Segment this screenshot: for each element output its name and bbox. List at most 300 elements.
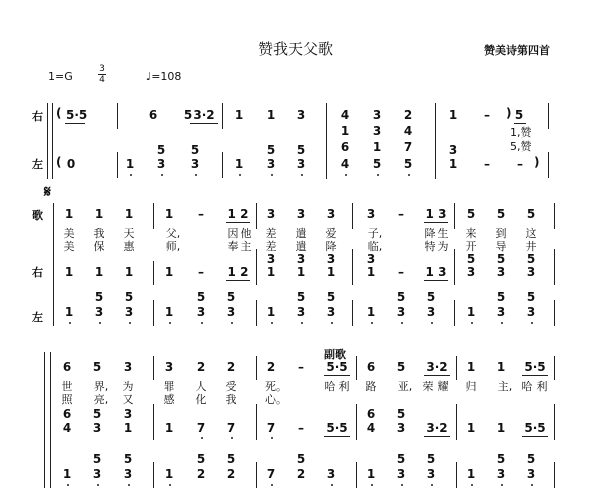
lyric: 世: [61, 380, 73, 393]
lyric: 父,: [165, 227, 181, 240]
lyric: 遣: [295, 240, 307, 253]
note: 5: [496, 452, 506, 466]
paren-close: ): [506, 106, 512, 120]
octave-dot: [201, 322, 203, 324]
dash: –: [298, 360, 304, 374]
note: 1: [466, 360, 476, 374]
note: 5: [396, 407, 406, 421]
lyric: 差: [265, 240, 277, 253]
note: 3: [196, 305, 206, 319]
note: 5·5: [326, 421, 348, 435]
note: 5: [190, 143, 200, 157]
lyric: 主: [240, 240, 252, 253]
octave-dot: [271, 484, 273, 486]
octave-dot: [501, 322, 503, 324]
page-title: 赞我天父歌: [258, 40, 334, 58]
octave-dot: [69, 322, 71, 324]
barline: [153, 261, 154, 285]
note: 1: [466, 421, 476, 435]
octave-dot: [97, 484, 99, 486]
octave-dot: [331, 484, 333, 486]
note: 3: [123, 467, 133, 481]
note: 6: [62, 360, 72, 374]
note: 5: [92, 407, 102, 421]
beam: [65, 123, 85, 124]
note: 1: [64, 207, 74, 221]
lyric: 利: [338, 380, 350, 393]
lyric: 导: [495, 240, 507, 253]
barline: [454, 203, 455, 229]
lyric: 美: [63, 227, 75, 240]
octave-dot: [377, 174, 379, 176]
note: 1: [125, 157, 135, 171]
barline: [256, 203, 257, 229]
note: 1: [124, 265, 134, 279]
lyric: 他: [240, 227, 252, 240]
note: 6: [366, 407, 376, 421]
barline: [256, 249, 257, 285]
note: 5·5: [524, 421, 546, 435]
barline: [554, 404, 555, 440]
note: 3: [266, 157, 276, 171]
lyric: 差: [265, 227, 277, 240]
note: 1: [62, 467, 72, 481]
note: 3: [123, 407, 133, 421]
lyric: 亮,: [93, 393, 109, 406]
lyric: 特: [424, 240, 436, 253]
note: 3: [426, 467, 436, 481]
note: 0: [66, 157, 76, 171]
lyric: 耀: [437, 380, 449, 393]
octave-dot: [431, 484, 433, 486]
barline: [456, 462, 457, 488]
note: 3: [326, 252, 336, 266]
note: 3: [448, 143, 458, 157]
note: 5: [466, 207, 476, 221]
left-hand-label: 左: [32, 158, 43, 171]
note: 2: [226, 360, 236, 374]
refrain-label: 副歌: [324, 348, 346, 361]
note: 5: [526, 452, 536, 466]
barline: [554, 249, 555, 285]
lyric: 保: [93, 240, 105, 253]
note: 5: [196, 290, 206, 304]
lyric: 主,: [497, 380, 513, 393]
dash: –: [298, 421, 304, 435]
note: 3: [92, 421, 102, 435]
note: 1: [326, 265, 336, 279]
lyric: 死。: [265, 380, 287, 393]
lyric: 亚,: [397, 380, 413, 393]
lyric: 人: [195, 380, 207, 393]
system-bracket: [47, 103, 48, 179]
dash: –: [198, 207, 204, 221]
note: 1: [94, 265, 104, 279]
barline: [456, 404, 457, 440]
note: 5: [526, 207, 536, 221]
note: 2: [226, 467, 236, 481]
octave-dot: [471, 322, 473, 324]
lyric: 遣: [295, 227, 307, 240]
note: 3: [526, 305, 536, 319]
beam: [424, 280, 448, 281]
note: 3·2: [426, 421, 448, 435]
octave-dot: [531, 484, 533, 486]
note: 3: [94, 305, 104, 319]
note: 1: [164, 421, 174, 435]
lyric: 照: [61, 393, 73, 406]
note: 5: [296, 143, 306, 157]
lyric: 利: [536, 380, 548, 393]
note: 1: [496, 421, 506, 435]
note: 1: [496, 360, 506, 374]
note: 3: [296, 157, 306, 171]
note: 4: [366, 421, 376, 435]
octave-dot: [401, 484, 403, 486]
note: 5: [326, 290, 336, 304]
paren-open-left: (: [56, 155, 62, 169]
barline: [326, 103, 327, 179]
chord-note: 4: [403, 124, 413, 138]
note: 3: [266, 207, 276, 221]
system-bracket: [44, 352, 45, 488]
octave-dot: [169, 484, 171, 486]
note: 1: [164, 467, 174, 481]
note: 1: [466, 467, 476, 481]
note: 6: [62, 407, 72, 421]
beam: [424, 222, 448, 223]
note: 5: [92, 360, 102, 374]
lyric: 天: [123, 227, 135, 240]
lyric: 哈: [324, 380, 336, 393]
octave-dot: [239, 174, 241, 176]
tempo-mark: [146, 70, 181, 83]
note: 3·2: [426, 360, 448, 374]
note: 3: [496, 467, 506, 481]
octave-dot: [195, 174, 197, 176]
barline: [454, 249, 455, 285]
note: 3: [396, 467, 406, 481]
note: 2: [296, 467, 306, 481]
octave-dot: [271, 322, 273, 324]
note: 3: [296, 207, 306, 221]
lyric: 美: [63, 240, 75, 253]
beam: [324, 375, 350, 376]
note: 1: [266, 265, 276, 279]
note: 3: [466, 265, 476, 279]
note: 3: [296, 108, 306, 122]
barline: [456, 356, 457, 380]
paren-open: (: [56, 106, 62, 120]
note: 3: [190, 157, 200, 171]
note: 3: [396, 305, 406, 319]
note: 3: [426, 305, 436, 319]
song-label: 歌: [32, 209, 43, 222]
barline: [352, 249, 353, 285]
barline: [222, 152, 223, 178]
barline: [153, 203, 154, 229]
note: 7: [226, 421, 236, 435]
lyric: 师,: [165, 240, 181, 253]
note: 1: [94, 207, 104, 221]
note: 3: [372, 108, 382, 122]
verse-mark: 5,赞: [510, 140, 532, 153]
note: 5·5: [326, 360, 348, 374]
note: 1: [448, 108, 458, 122]
segno-icon: 𝄋: [44, 182, 51, 201]
note: 1 2: [227, 207, 249, 221]
note: 3: [226, 305, 236, 319]
octave-dot: [531, 322, 533, 324]
note: 3: [164, 360, 174, 374]
note: 1: [164, 207, 174, 221]
barline: [153, 404, 154, 440]
note: 1: [164, 305, 174, 319]
beam: [424, 436, 450, 437]
barline: [153, 462, 154, 488]
note: 2: [196, 467, 206, 481]
barline: [222, 103, 223, 129]
system-bracket: [53, 203, 54, 326]
octave-dot: [471, 484, 473, 486]
note: 5: [296, 290, 306, 304]
octave-dot: [128, 484, 130, 486]
note: 3: [496, 265, 506, 279]
note: 6: [148, 108, 158, 122]
note: 3: [92, 467, 102, 481]
note: 1: [466, 305, 476, 319]
barline: [554, 356, 555, 380]
note: 5: [496, 252, 506, 266]
note: 5: [426, 452, 436, 466]
note: 1: [64, 305, 74, 319]
note: 1: [234, 157, 244, 171]
lyric: 来: [465, 227, 477, 240]
note: 1: [372, 140, 382, 154]
note: 1 3: [425, 207, 447, 221]
barline: [554, 203, 555, 229]
barline: [256, 462, 257, 488]
lyric: 到: [495, 227, 507, 240]
lyric: 这: [525, 227, 537, 240]
barline: [554, 462, 555, 488]
lyric: 我: [93, 227, 105, 240]
note: 5: [94, 290, 104, 304]
time-bottom: 4: [99, 75, 105, 85]
lyric: 降: [424, 227, 436, 240]
note: 1: [64, 265, 74, 279]
note: 3: [296, 252, 306, 266]
note: 1 3: [425, 265, 447, 279]
note: 1: [296, 265, 306, 279]
time-top: 3: [99, 64, 105, 74]
key-signature: 1=G: [48, 70, 73, 83]
right-hand-label: 右: [32, 110, 43, 123]
note: 2: [196, 360, 206, 374]
note: 1: [123, 421, 133, 435]
lyric: 生: [437, 227, 449, 240]
dash: –: [398, 265, 404, 279]
beam: [226, 280, 250, 281]
note: 1: [266, 305, 276, 319]
octave-dot: [130, 174, 132, 176]
octave-dot: [99, 322, 101, 324]
lyric: 路: [365, 380, 377, 393]
barline: [454, 300, 455, 326]
lyric: 因: [227, 227, 239, 240]
note: 5·5: [66, 108, 88, 122]
beam: [226, 222, 250, 223]
note: 3: [156, 157, 166, 171]
note: 1: [366, 265, 376, 279]
note: 7: [266, 467, 276, 481]
note: 3: [366, 207, 376, 221]
note: 3: [123, 360, 133, 374]
dash: –: [517, 157, 523, 171]
lyric: 井: [525, 240, 537, 253]
note: 5: [514, 108, 524, 122]
barline: [356, 404, 357, 440]
note: 5·5: [524, 360, 546, 374]
note: 5: [396, 452, 406, 466]
note: 5: [426, 290, 436, 304]
note: 1: [234, 108, 244, 122]
barline: [554, 300, 555, 326]
system-bracket-inner: [52, 103, 53, 179]
note: 5: [124, 290, 134, 304]
beam: [522, 375, 548, 376]
lyric: 又: [122, 393, 134, 406]
chord-note: 1: [340, 124, 350, 138]
octave-dot: [371, 484, 373, 486]
note: 5: [92, 452, 102, 466]
note: 5: [526, 252, 536, 266]
note: 3·2: [193, 108, 215, 122]
lyric: 惠: [123, 240, 135, 253]
note: 7: [403, 140, 413, 154]
note: 5: [466, 252, 476, 266]
dash: –: [484, 157, 490, 171]
octave-dot: [345, 174, 347, 176]
octave-dot: [161, 174, 163, 176]
note: 2: [403, 108, 413, 122]
octave-dot: [231, 322, 233, 324]
beam: [190, 123, 218, 124]
lyric: 荣: [422, 380, 434, 393]
note: 5: [396, 290, 406, 304]
quarter-note-icon: ♩: [146, 70, 152, 83]
beam: [522, 436, 548, 437]
note: 1: [366, 305, 376, 319]
note: 3: [326, 207, 336, 221]
octave-dot: [169, 322, 171, 324]
time-signature: [98, 64, 106, 85]
barline: [256, 300, 257, 326]
system-bracket-inner: [50, 352, 51, 488]
left-hand-label: 左: [32, 311, 43, 324]
octave-dot: [331, 322, 333, 324]
barline: [356, 356, 357, 380]
lyric: 受: [225, 380, 237, 393]
note: 1: [266, 108, 276, 122]
dash: –: [398, 207, 404, 221]
note: 5: [526, 290, 536, 304]
lyric: 爱: [325, 227, 337, 240]
note: 3: [326, 305, 336, 319]
note: 1 2: [227, 265, 249, 279]
octave-dot: [67, 484, 69, 486]
octave-dot: [401, 322, 403, 324]
octave-dot: [301, 322, 303, 324]
note: 5: [226, 290, 236, 304]
note: 6: [366, 360, 376, 374]
barline: [356, 462, 357, 488]
barline: [153, 356, 154, 380]
lyric: 感: [163, 393, 175, 406]
octave-dot: [231, 437, 233, 439]
lyric: 归: [465, 380, 477, 393]
verse-mark: 1,赞: [510, 126, 532, 139]
barline: [153, 300, 154, 326]
lyric: 我: [225, 393, 237, 406]
note: 5: [266, 143, 276, 157]
barline: [435, 103, 436, 179]
octave-dot: [201, 437, 203, 439]
note: 7: [196, 421, 206, 435]
note: 1: [124, 207, 134, 221]
note: 5: [403, 157, 413, 171]
lyric: 子,: [367, 227, 383, 240]
octave-dot: [301, 174, 303, 176]
note: 4: [62, 421, 72, 435]
note: 5: [123, 452, 133, 466]
barline: [548, 152, 549, 178]
note: 5: [396, 360, 406, 374]
lyric: 化: [195, 393, 207, 406]
note: 3: [526, 467, 536, 481]
right-hand-label: 右: [32, 266, 43, 279]
beam: [324, 436, 350, 437]
octave-dot: [271, 174, 273, 176]
dash: –: [198, 265, 204, 279]
lyric: 奉: [227, 240, 239, 253]
note: 3: [396, 421, 406, 435]
chord-note: 3: [372, 124, 382, 138]
note: 3: [124, 305, 134, 319]
note: 3: [296, 305, 306, 319]
note: 3: [326, 467, 336, 481]
note: 5: [183, 108, 193, 122]
note: 1: [448, 157, 458, 171]
note: 5: [226, 452, 236, 466]
barline: [256, 356, 257, 380]
note: 4: [340, 157, 350, 171]
note: 5: [296, 452, 306, 466]
note: 7: [266, 421, 276, 435]
octave-dot: [501, 484, 503, 486]
barline: [548, 103, 549, 129]
barline: [117, 152, 118, 178]
note: 1: [366, 467, 376, 481]
octave-dot: [271, 437, 273, 439]
lyric: 降: [325, 240, 337, 253]
lyric: 为: [437, 240, 449, 253]
note: 5: [496, 290, 506, 304]
octave-dot: [129, 322, 131, 324]
lyric: 为: [122, 380, 134, 393]
octave-dot: [431, 322, 433, 324]
octave-dot: [408, 174, 410, 176]
